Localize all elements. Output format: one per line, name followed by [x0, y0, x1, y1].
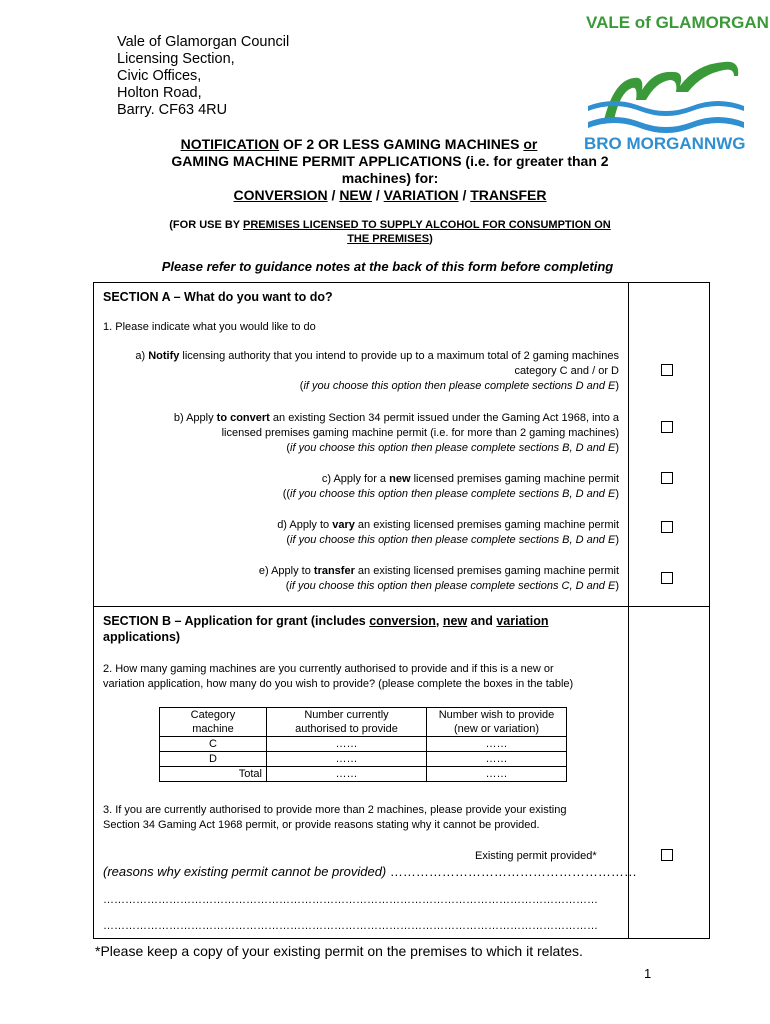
note-paren: ): [615, 580, 619, 592]
category-cell: D: [160, 752, 267, 767]
table-row: [160, 767, 567, 782]
note-paren: ): [615, 442, 619, 454]
option-note: if you choose this option then please complete sections C, D and E: [289, 580, 616, 592]
title-variation: VARIATION: [383, 187, 459, 203]
option-text: licensed premises gaming machine permit (i.e. for more than 2 gaming machines): [221, 427, 619, 439]
option-text: licensing authority that you intend to provide up to a maximum total of 2 gaming machines: [179, 350, 619, 362]
heading-text: ,: [435, 614, 443, 628]
note-paren: (: [285, 580, 290, 592]
option-b: [100, 411, 619, 456]
option-keyword: to convert: [216, 412, 270, 424]
title-line-4: [100, 187, 680, 204]
table-header-row: [160, 708, 567, 737]
wish-count-cell[interactable]: ……: [427, 752, 567, 767]
option-c: [100, 472, 619, 502]
category-cell: C: [160, 737, 267, 752]
use-note-prefix: (FOR USE BY: [169, 219, 244, 231]
column-header: [267, 708, 427, 737]
note-paren: (: [286, 534, 291, 546]
option-text: d) Apply to: [277, 519, 333, 531]
council-logo: [584, 10, 769, 156]
council-address: [117, 34, 289, 119]
title-transfer: TRANSFER: [470, 187, 547, 203]
section-divider: [93, 606, 710, 607]
title-sep: /: [327, 187, 340, 203]
section-b-heading: [103, 613, 623, 645]
option-keyword: transfer: [313, 565, 355, 577]
address-line: Barry. CF63 4RU: [117, 102, 228, 118]
use-note-suffix: ): [429, 233, 433, 245]
option-keyword: vary: [332, 519, 355, 531]
option-text: licensed premises gaming machine permit: [410, 473, 619, 485]
title-new: NEW: [339, 187, 372, 203]
option-note: if you choose this option then please complete sections B, D and E: [290, 488, 616, 500]
heading-variation: variation: [496, 614, 549, 628]
category-cell: Total: [160, 767, 267, 782]
page-number: 1: [644, 966, 652, 981]
machines-table: [159, 707, 567, 782]
heading-new: new: [442, 614, 468, 628]
title-or: or: [523, 136, 538, 152]
option-keyword: new: [389, 473, 411, 485]
option-text: an existing Section 34 permit issued under the Gaming Act 1968, into a: [269, 412, 619, 424]
reasons-label: (reasons why existing permit cannot be provided): [103, 864, 387, 879]
option-text: e) Apply to: [258, 565, 314, 577]
note-paren: (: [286, 442, 291, 454]
option-note: if you choose this option then please complete sections B, D and E: [290, 534, 616, 546]
heading-text: and: [467, 614, 497, 628]
note-paren: ): [615, 534, 619, 546]
wave-icon: [588, 117, 744, 133]
question-text: 2. How many gaming machines are you currently authorised to provide and if this is a new or: [103, 663, 554, 675]
address-line: Vale of Glamorgan Council: [117, 34, 290, 50]
guidance-note: Please refer to guidance notes at the back of this form before completing: [161, 259, 614, 274]
option-text: an existing licensed premises gaming machine permit: [354, 565, 619, 577]
option-text: a): [135, 350, 149, 362]
heading-conversion: conversion: [369, 614, 436, 628]
option-text: an existing licensed premises gaming machine permit: [354, 519, 619, 531]
reasons-field[interactable]: [103, 864, 637, 879]
option-e: [100, 564, 619, 594]
checkbox-column-divider: [628, 282, 629, 939]
question-text: Section 34 Gaming Act 1968 permit, or provide reasons stating why it cannot be provided.: [103, 819, 540, 831]
header-text: Number currently: [304, 709, 389, 721]
option-a: [100, 349, 619, 394]
existing-permit-label: Existing permit provided*: [475, 850, 597, 862]
option-text: c) Apply for a: [321, 473, 390, 485]
title-sep: /: [371, 187, 384, 203]
title-text: OF 2 OR LESS GAMING MACHINES: [279, 136, 524, 152]
reasons-line[interactable]: ………………………………………………………………………………………………………………………: [103, 894, 598, 906]
table-row: [160, 752, 567, 767]
header-text: Category: [190, 709, 236, 721]
use-note-premises-2: THE PREMISES: [347, 233, 430, 245]
title-notification: NOTIFICATION: [180, 136, 280, 152]
title-conversion: CONVERSION: [233, 187, 328, 203]
title-line-3: machines) for:: [341, 170, 439, 186]
note-paren: ): [615, 488, 619, 500]
address-line: Holton Road,: [117, 85, 202, 101]
use-note-premises: PREMISES LICENSED TO SUPPLY ALCOHOL FOR CONSUMPTION ON: [243, 219, 611, 231]
heading-text: SECTION B – Application for grant (includes: [103, 614, 370, 628]
footnote: *Please keep a copy of your existing permit on the premises to which it relates.: [95, 943, 583, 959]
option-note: if you choose this option then please complete sections D and E: [303, 380, 616, 392]
logo-graphic: [584, 10, 769, 156]
question-text: 3. If you are currently authorised to provide more than 2 machines, please provide your existing: [103, 804, 567, 816]
column-header: [427, 708, 567, 737]
reasons-dots: …………………………………………………: [389, 864, 637, 879]
table-row: [160, 737, 567, 752]
option-d: [100, 518, 619, 548]
logo-top-text: VALE of GLAMORGAN: [586, 13, 769, 32]
note-paren: ): [615, 380, 619, 392]
option-text: category C and / or D: [514, 365, 619, 377]
header-text: (new or variation): [454, 723, 539, 735]
form-title: [100, 136, 680, 204]
header-text: machine: [192, 723, 234, 735]
question-1: 1. Please indicate what you would like to do: [103, 321, 316, 333]
wish-count-cell[interactable]: ……: [427, 767, 567, 782]
option-e-checkbox[interactable]: [661, 572, 673, 584]
use-note: [120, 218, 660, 246]
header-text: authorised to provide: [295, 723, 398, 735]
note-paren: ((: [282, 488, 291, 500]
title-line-1: [100, 136, 680, 153]
question-2: [103, 662, 573, 692]
question-text: variation application, how many do you wish to provide? (please complete the boxes in the table): [103, 678, 574, 690]
wish-count-cell[interactable]: ……: [427, 737, 567, 752]
heading-text: applications): [103, 630, 181, 644]
existing-permit-checkbox[interactable]: [661, 849, 673, 861]
option-text: b) Apply: [173, 412, 217, 424]
address-line: Civic Offices,: [117, 68, 202, 84]
current-count-cell[interactable]: ……: [267, 752, 427, 767]
option-a-checkbox[interactable]: [661, 364, 673, 376]
current-count-cell[interactable]: ……: [267, 737, 427, 752]
column-header: [160, 708, 267, 737]
question-3: [103, 803, 566, 833]
title-line-2: GAMING MACHINE PERMIT APPLICATIONS (i.e. for greater than 2: [171, 153, 609, 169]
current-count-cell[interactable]: ……: [267, 767, 427, 782]
note-paren: (: [299, 380, 304, 392]
option-keyword: Notify: [148, 350, 180, 362]
section-a-heading: SECTION A – What do you want to do?: [103, 290, 333, 304]
logo-bottom-text: BRO MORGANNWG: [584, 134, 746, 153]
option-b-checkbox[interactable]: [661, 421, 673, 433]
option-d-checkbox[interactable]: [661, 521, 673, 533]
address-line: Licensing Section,: [117, 51, 235, 67]
title-sep: /: [458, 187, 471, 203]
option-c-checkbox[interactable]: [661, 472, 673, 484]
option-note: if you choose this option then please complete sections B, D and E: [290, 442, 616, 454]
header-text: Number wish to provide: [438, 709, 555, 721]
reasons-line[interactable]: ………………………………………………………………………………………………………………………: [103, 920, 598, 932]
